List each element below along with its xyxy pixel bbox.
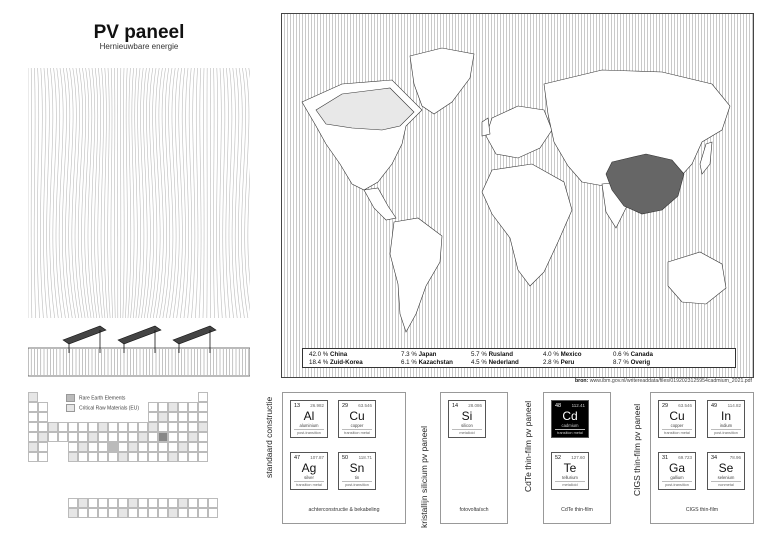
legend-item: 5.7 % Rusland — [471, 351, 513, 358]
world-map — [281, 13, 754, 378]
periodic-cell — [178, 498, 188, 508]
card-footer: CdTe thin-film — [561, 507, 593, 513]
periodic-cell — [158, 442, 168, 452]
periodic-cell — [78, 432, 88, 442]
periodic-cell — [108, 498, 118, 508]
legend-item: 7.3 % Japan — [401, 351, 437, 358]
element-in: 49 114.82 In indium post-transition — [707, 400, 745, 438]
periodic-cell — [38, 432, 48, 442]
map-australia — [668, 252, 726, 304]
key-rare-earth: Rare Earth Elements — [66, 394, 125, 402]
card-footer: achterconstructie & bekabeling — [308, 507, 380, 513]
periodic-cell — [98, 432, 108, 442]
card-cigs-thin-film — [650, 392, 754, 524]
card-label: standaard constructie — [264, 396, 274, 478]
periodic-cell — [88, 498, 98, 508]
periodic-cell — [108, 452, 118, 462]
periodic-cell — [88, 508, 98, 518]
periodic-cell — [108, 432, 118, 442]
periodic-cell — [198, 432, 208, 442]
periodic-cell — [88, 452, 98, 462]
periodic-cell — [68, 452, 78, 462]
periodic-cell — [48, 422, 58, 432]
periodic-cell — [148, 452, 158, 462]
map-africa — [482, 164, 572, 286]
element-te: 52 127.60 Te tellurium metalloid — [551, 452, 589, 490]
periodic-cell — [148, 432, 158, 442]
legend-item: 2.8 % Peru — [543, 359, 575, 366]
card-label: CdTe thin-film pv paneel — [523, 400, 533, 492]
element-sn: 50 118.71 Sn tin post-transition — [338, 452, 376, 490]
periodic-cell — [168, 498, 178, 508]
periodic-cell — [158, 422, 168, 432]
periodic-cell — [98, 498, 108, 508]
periodic-cell — [208, 498, 218, 508]
periodic-cell — [108, 508, 118, 518]
periodic-cell — [198, 392, 208, 402]
periodic-cell — [128, 442, 138, 452]
periodic-cell — [198, 498, 208, 508]
legend-item: 0.6 % Canada — [613, 351, 653, 358]
periodic-cell — [148, 402, 158, 412]
map-central-america — [364, 188, 396, 220]
source-note: bron: www.ibm.gov.nl/writereaddata/files/0192023125954cadmium_2021.pdf — [575, 378, 752, 384]
source-url: www.ibm.gov.nl/writereaddata/files/0192023125954cadmium_2021.pdf — [589, 378, 752, 384]
pv-panel-illustration — [28, 68, 250, 378]
map-greenland — [410, 48, 474, 114]
periodic-cell — [38, 402, 48, 412]
periodic-cell — [68, 432, 78, 442]
periodic-cell — [68, 508, 78, 518]
periodic-cell — [128, 422, 138, 432]
card-label: kristallijn silicium pv paneel — [419, 425, 429, 528]
legend-item: 8.7 % Overig — [613, 359, 651, 366]
periodic-cell — [68, 498, 78, 508]
periodic-cell — [188, 452, 198, 462]
periodic-cell — [158, 432, 168, 442]
periodic-cell — [98, 422, 108, 432]
element-cd: 48 112.41 Cd cadmium transition metal — [551, 400, 589, 438]
periodic-cell — [138, 422, 148, 432]
periodic-cell — [118, 452, 128, 462]
periodic-cell — [158, 508, 168, 518]
periodic-cell — [78, 442, 88, 452]
periodic-cell — [158, 498, 168, 508]
periodic-cell — [178, 422, 188, 432]
card-footer: CIGS thin-film — [685, 507, 719, 513]
periodic-cell — [178, 452, 188, 462]
periodic-cell — [118, 508, 128, 518]
periodic-cell — [168, 422, 178, 432]
periodic-cell — [28, 452, 38, 462]
periodic-cell — [178, 432, 188, 442]
periodic-cell — [188, 412, 198, 422]
periodic-cell — [148, 442, 158, 452]
periodic-cell — [168, 508, 178, 518]
element-al: 13 26.982 Al aluminium post-transition — [290, 400, 328, 438]
periodic-cell — [78, 508, 88, 518]
periodic-cell — [38, 442, 48, 452]
legend-item: 6.1 % Kazachstan — [401, 359, 453, 366]
card-label: CIGS thin-film pv paneel — [632, 403, 642, 496]
periodic-cell — [178, 402, 188, 412]
periodic-cell — [38, 452, 48, 462]
periodic-cell — [28, 412, 38, 422]
periodic-cell — [178, 442, 188, 452]
periodic-cell — [78, 422, 88, 432]
periodic-cell — [178, 412, 188, 422]
map-japan — [700, 142, 712, 174]
periodic-cell — [198, 452, 208, 462]
periodic-cell — [98, 508, 108, 518]
legend-item: 4.5 % Nederland — [471, 359, 519, 366]
periodic-cell — [168, 452, 178, 462]
periodic-cell — [198, 442, 208, 452]
card-kristallijn-silicium — [440, 392, 508, 524]
periodic-cell — [148, 498, 158, 508]
periodic-cell — [48, 432, 58, 442]
page-subtitle: Hernieuwbare energie — [99, 42, 179, 51]
element-cu: 29 63.546 Cu copper transition metal — [338, 400, 376, 438]
periodic-cell — [38, 422, 48, 432]
periodic-cell — [88, 422, 98, 432]
periodic-cell — [78, 452, 88, 462]
production-legend — [302, 348, 736, 368]
periodic-cell — [148, 412, 158, 422]
periodic-cell — [188, 432, 198, 442]
periodic-cell — [188, 498, 198, 508]
periodic-cell — [138, 508, 148, 518]
legend-item: 42.0 % China — [309, 351, 348, 358]
periodic-cell — [148, 422, 158, 432]
periodic-cell — [68, 442, 78, 452]
element-cu: 29 63.546 Cu copper transition metal — [658, 400, 696, 438]
periodic-cell — [168, 442, 178, 452]
periodic-cell — [138, 442, 148, 452]
periodic-cell — [108, 422, 118, 432]
periodic-cell — [188, 402, 198, 412]
map-europe — [486, 106, 552, 158]
periodic-cell — [158, 452, 168, 462]
periodic-cell — [138, 452, 148, 462]
periodic-cell — [118, 498, 128, 508]
periodic-cell — [128, 432, 138, 442]
periodic-cell — [108, 442, 118, 452]
periodic-cell — [88, 432, 98, 442]
legend-item: 18.4 % Zuid-Korea — [309, 359, 363, 366]
periodic-cell — [28, 432, 38, 442]
card-footer: fotovoltaïsch — [459, 507, 489, 513]
periodic-cell — [158, 412, 168, 422]
periodic-table — [28, 388, 254, 528]
periodic-cell — [118, 422, 128, 432]
periodic-cell — [98, 452, 108, 462]
element-se: 34 78.96 Se selenium nonmetal — [707, 452, 745, 490]
periodic-cell — [168, 412, 178, 422]
periodic-cell — [88, 442, 98, 452]
card-cdte-thin-film — [543, 392, 611, 524]
periodic-cell — [28, 442, 38, 452]
periodic-cell — [78, 498, 88, 508]
periodic-cell — [68, 422, 78, 432]
periodic-cell — [98, 442, 108, 452]
periodic-cell — [188, 422, 198, 432]
periodic-cell — [148, 508, 158, 518]
element-si: 14 28.086 Si silicon metalloid — [448, 400, 486, 438]
periodic-cell — [138, 432, 148, 442]
page-title: PV paneel — [93, 22, 185, 43]
map-uk — [482, 118, 490, 136]
periodic-cell — [198, 412, 208, 422]
periodic-cell — [168, 402, 178, 412]
periodic-cell — [138, 498, 148, 508]
periodic-cell — [28, 402, 38, 412]
periodic-cell — [188, 508, 198, 518]
periodic-cell — [128, 498, 138, 508]
periodic-cell — [198, 402, 208, 412]
map-south-america — [390, 218, 442, 332]
legend-item: 4.0 % Mexico — [543, 351, 582, 358]
periodic-cell — [198, 422, 208, 432]
periodic-cell — [28, 422, 38, 432]
periodic-cell — [118, 432, 128, 442]
periodic-cell — [58, 422, 68, 432]
periodic-cell — [58, 432, 68, 442]
periodic-cell — [198, 508, 208, 518]
element-ag: 47 107.87 Ag silver transition metal — [290, 452, 328, 490]
card-standaard-constructie — [282, 392, 406, 524]
periodic-cell — [128, 508, 138, 518]
periodic-cell — [118, 442, 128, 452]
periodic-cell — [178, 508, 188, 518]
key-critical: Critical Raw Materials (EU) — [66, 404, 139, 412]
periodic-cell — [128, 452, 138, 462]
rare-earth-swatch — [66, 394, 75, 402]
element-ga: 31 69.723 Ga gallium post-transition — [658, 452, 696, 490]
periodic-cell — [188, 442, 198, 452]
periodic-cell — [158, 402, 168, 412]
periodic-cell — [38, 412, 48, 422]
periodic-cell — [168, 432, 178, 442]
periodic-cell — [28, 392, 38, 402]
periodic-cell — [208, 508, 218, 518]
critical-swatch — [66, 404, 75, 412]
